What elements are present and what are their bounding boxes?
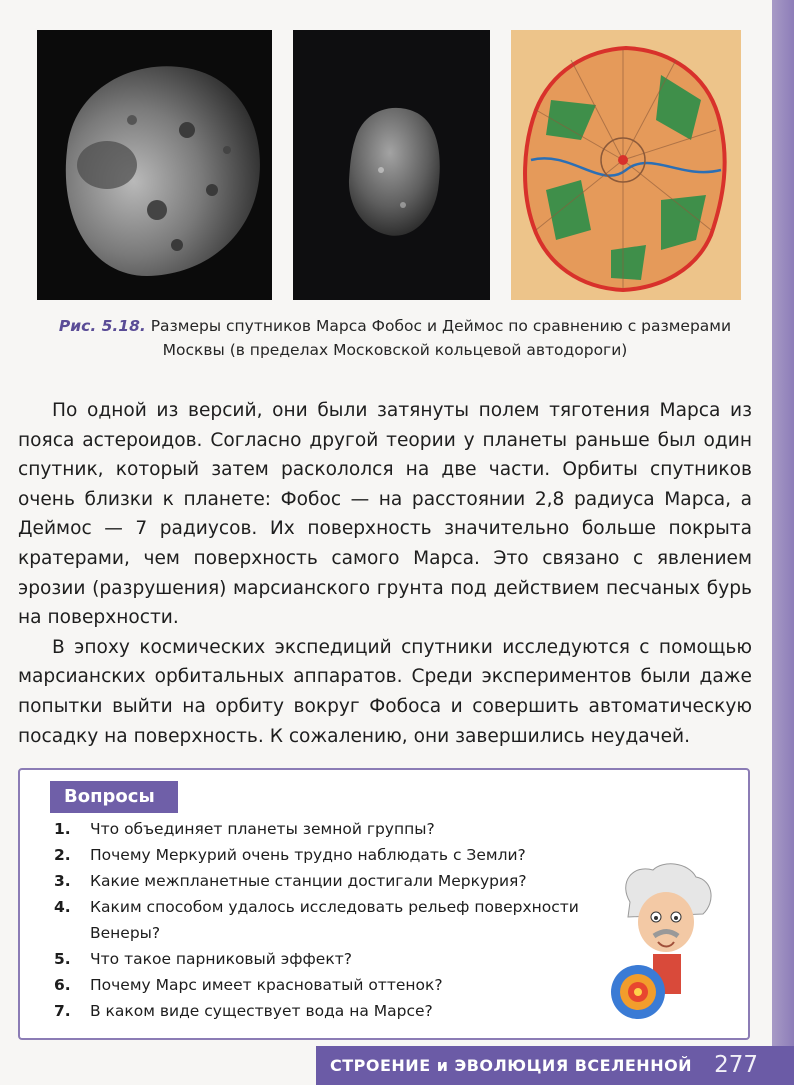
question-text: Почему Марс имеет красноватый оттенок? xyxy=(90,976,443,994)
questions-header: Вопросы xyxy=(50,781,178,813)
paragraph: В эпоху космических экспедиций спутники исследуются с помощью марсианских орбитальных аппаратов. Среди экспериментов были даже попытки выйти на орбиту вокруг Фобоса и совершить автоматическую посадку на поверхность. К сожалению, они завершились неудачей. xyxy=(18,636,752,747)
question-text: Почему Меркурий очень трудно наблюдать с Земли? xyxy=(90,846,526,864)
question-text: В каком виде существует вода на Марсе? xyxy=(90,1002,433,1020)
page-number: 277 xyxy=(714,1052,758,1078)
paragraph: По одной из версий, они были затянуты полем тяготения Марса из пояса астероидов. Согласно другой теории у планеты раньше был один спутник, который затем раскололся на две части. Орбиты спутников очень близки к планете: Фобос — на расстоянии 2,8 радиуса Марса, а Деймос — 7 радиусов. Их поверхность значительно больше покрыта кратерами, чем поверхность самого Марса. Это связано с явлением эрозии (разрушения) марсианского грунта под действием песчаных бурь на поверхности. xyxy=(18,400,752,629)
question-item xyxy=(54,816,634,842)
moscow-map-image xyxy=(511,30,741,300)
question-item xyxy=(54,998,634,1024)
question-text: Какие межпланетные станции достигали Меркурия? xyxy=(90,872,527,890)
question-number: 4. xyxy=(54,898,71,916)
question-item xyxy=(54,868,634,894)
question-item xyxy=(54,946,634,972)
question-item xyxy=(54,894,634,946)
question-text: Каким способом удалось исследовать рельеф поверхности Венеры? xyxy=(90,898,579,942)
scientist-mascot-illustration xyxy=(608,862,718,1032)
section-title: СТРОЕНИЕ и ЭВОЛЮЦИЯ ВСЕЛЕННОЙ xyxy=(330,1056,693,1075)
question-number: 1. xyxy=(54,820,71,838)
question-number: 5. xyxy=(54,950,71,968)
question-number: 3. xyxy=(54,872,71,890)
deimos-image xyxy=(293,30,490,300)
figure-caption xyxy=(40,314,750,362)
question-text: Что объединяет планеты земной группы? xyxy=(90,820,435,838)
figure-number: Рис. 5.18. xyxy=(58,317,146,335)
caption-line2: Москвы (в пределах Московской кольцевой автодороги) xyxy=(162,341,628,359)
main-text xyxy=(18,396,752,751)
questions-list xyxy=(54,816,634,1024)
phobos-image xyxy=(37,30,272,300)
question-text: Что такое парниковый эффект? xyxy=(90,950,352,968)
page-footer xyxy=(316,1046,794,1085)
page-edge-bar xyxy=(772,0,794,1085)
question-number: 6. xyxy=(54,976,71,994)
question-item xyxy=(54,842,634,868)
caption-line1: Размеры спутников Марса Фобос и Деймос по сравнению с размерами xyxy=(150,317,732,335)
question-number: 2. xyxy=(54,846,71,864)
question-item xyxy=(54,972,634,998)
question-number: 7. xyxy=(54,1002,71,1020)
